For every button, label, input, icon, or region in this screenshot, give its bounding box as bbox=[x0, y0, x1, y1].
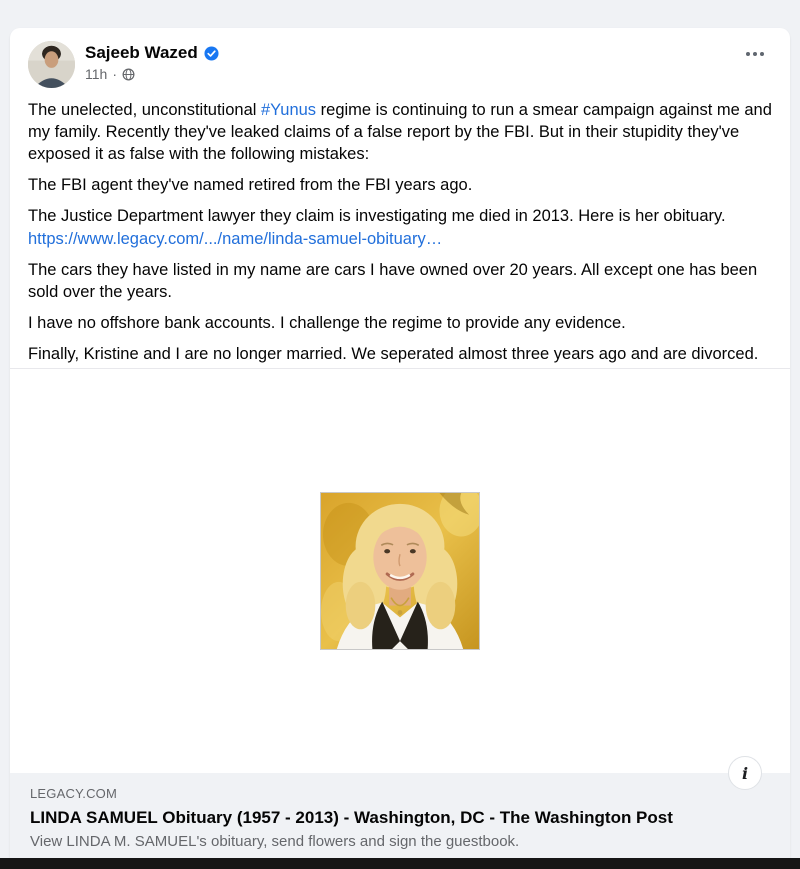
post-paragraph: The FBI agent they've named retired from the FBI years ago. bbox=[28, 176, 473, 194]
meta-separator: · bbox=[112, 66, 117, 82]
obituary-url-link[interactable]: https://www.legacy.com/.../name/linda-samuel-obituary… bbox=[28, 230, 443, 248]
post-paragraph: I have no offshore bank accounts. I challenge the regime to provide any evidence. bbox=[28, 314, 626, 332]
post-body bbox=[10, 88, 790, 365]
post-header bbox=[10, 28, 790, 88]
author-name[interactable]: Sajeeb Wazed bbox=[85, 43, 198, 62]
post-paragraph: The cars they have listed in my name are cars I have owned over 20 years. All except one has been sold over the years. bbox=[28, 261, 758, 301]
link-title: LINDA SAMUEL Obituary (1957 - 2013) - Washington, DC - The Washington Post bbox=[30, 808, 673, 827]
info-button[interactable] bbox=[728, 756, 762, 790]
post-meta bbox=[85, 66, 219, 82]
avatar-photo-icon bbox=[28, 41, 75, 88]
globe-privacy-icon bbox=[122, 68, 135, 81]
avatar[interactable] bbox=[28, 41, 75, 88]
ellipsis-icon bbox=[753, 52, 757, 56]
post-text: The unelected, unconstitutional bbox=[28, 101, 261, 119]
link-domain: LEGACY.COM bbox=[30, 786, 118, 801]
verified-badge-icon bbox=[204, 46, 219, 61]
obituary-photo[interactable] bbox=[320, 492, 480, 650]
post-text: The Justice Department lawyer they claim is investigating me died in 2013. Here is her obituary. bbox=[28, 207, 726, 225]
post-paragraph bbox=[28, 99, 772, 165]
header-text bbox=[85, 41, 219, 88]
post-text: regime is continuing to run a smear campaign against me and my family. Recently they've leaked claims of a false report by the FBI. But in their stupidity they've exposed it as false with the following mistakes: bbox=[28, 101, 772, 163]
more-options-button[interactable] bbox=[740, 42, 770, 66]
ellipsis-icon bbox=[746, 52, 750, 56]
link-preview-card[interactable] bbox=[10, 763, 790, 858]
ellipsis-icon bbox=[760, 52, 764, 56]
hashtag-yunus-link[interactable]: #Yunus bbox=[261, 101, 317, 119]
info-icon: i bbox=[741, 763, 749, 783]
timestamp[interactable]: 11h bbox=[85, 66, 108, 82]
facebook-post-card bbox=[10, 28, 790, 858]
portrait-woman-icon bbox=[321, 493, 479, 649]
link-description: View LINDA M. SAMUEL's obituary, send flowers and sign the guestbook. bbox=[30, 833, 520, 850]
post-paragraph bbox=[28, 205, 772, 250]
bottom-dark-strip bbox=[0, 858, 800, 869]
author-row[interactable] bbox=[85, 43, 219, 63]
post-paragraph: Finally, Kristine and I are no longer married. We seperated almost three years ago and are divorced. bbox=[28, 345, 759, 363]
link-preview-image-area[interactable] bbox=[10, 368, 790, 773]
